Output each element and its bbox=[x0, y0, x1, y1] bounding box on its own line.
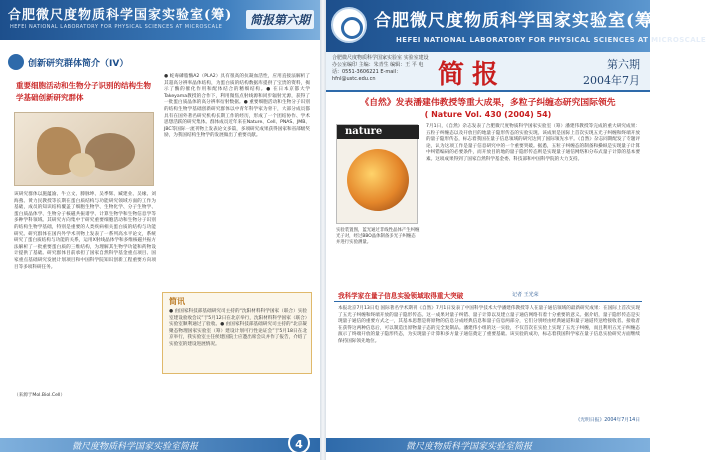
nature-cover-image bbox=[336, 124, 418, 224]
left-band-subtitle: HEFEI NATIONAL LABORATORY FOR PHYSICAL SCIENCES AT MICROSCALE bbox=[10, 24, 223, 30]
masthead-info: 合肥微尺度物质科学国家实验室 实验室建设办公室编印 主编：朱青生 编辑：王 平 电话：0551-3606221 E-mail：hfnl@ustc.edu.cn bbox=[332, 55, 429, 82]
column-heading-icon bbox=[8, 54, 24, 70]
section2-author: 记者 王光荣 bbox=[512, 292, 539, 298]
group-photo bbox=[14, 112, 154, 186]
section2-title: 我科学家在量子信息实验领域取得重大突破 bbox=[338, 292, 464, 300]
cover-art bbox=[347, 149, 409, 211]
column-heading bbox=[8, 52, 158, 74]
masthead-issue: 第六期 bbox=[607, 58, 640, 71]
headline-citation: ( Nature Vol. 430 (2004) 54) bbox=[424, 110, 552, 119]
image-caption: 实验装置图，蓝光通过非线性晶体产生纠缠光子对，经过BBO晶体制备多光子纠缠态并进行实验测量。 bbox=[336, 228, 420, 245]
right-body-a: 7月1日，《自然》杂志发表了合肥微尺度物质科学国家实验室（筹）潘建伟教授等完成的重大研究成果：五粒子纠缠态以及开放目的地量子隐形传态的实验实现。该成果是国际上首次实现五光子纠缠和终端开放的量子隐形传态，标志着我国在量子信息领域的研究达到了国际领先水平。《自然》杂志同期配发了专题评论，认为这项工作是量子信息研究中的一个重要突破。据悉，五粒子纠缠态的制备和操纵是实现量子计算中纠错编码的必要条件，而开放目的地的量子隐形传态则是实现量子通信网络和分布式量子计算的基本要素。这项成果得到了国家自然科学基金委、科技部和中国科学院的大力支持。 bbox=[426, 124, 640, 162]
headline: 《自然》发表潘建伟教授等重大成果，多粒子纠缠态研究国际领先 bbox=[360, 98, 616, 108]
masthead bbox=[326, 52, 650, 92]
left-body-b: ● 蛇毒磷脂酶A2（PLA2）具有很高的抗凝血活性，应用直接法解析了其超高分辨率晶体结构，为蛋白质的结构数据库提供了宝贵的资料，揭示了酶的催化作用和配体结合的精细结构。● 在日本京都大学Takeyama教授的合作下，利用微焦点射线源和同步辐射光源，获得了一批蛋白质晶体的高分辨率衍射数据。● 重要细胞活动和生物分子识别的结构生物学基础创新研究群体以中青年科学家为骨干，大部分成员都具有在国外著名研究机构长期工作的经历，形成了一个团结协作、学术思想活跃的研究集体。群体成员近年来在Nature、Cell、PNAS、JMB、JBC等国际一流刊物上发表论文多篇，多项研究成果获得国家和省部级奖励，为我国结构生物学的发展做出了重要贡献。 bbox=[164, 74, 310, 139]
page-number: 4 bbox=[288, 432, 310, 454]
masthead-date: 2004年7月 bbox=[583, 74, 640, 87]
left-article-title: 重要细胞活动和生物分子识别的结构生物学基础创新研究群体 bbox=[16, 81, 151, 102]
right-page bbox=[326, 0, 706, 460]
left-footer bbox=[0, 430, 320, 460]
left-footer-text: 微尺度物质科学国家实验室简报 bbox=[72, 442, 199, 452]
brief-title: 简讯 bbox=[169, 297, 185, 306]
right-body-b: 本报北京7月13日电 国际著名学术期刊《自然》7月1日发表了中国科学技术大学潘建伟教授等人在量子通信领域的最新研究成果：在国际上首次实现了五光子纠缠和终端开放的量子隐形传态。这一成果对量子纠错、量子计算以及建立量子通信网络有着十分重要的意义。据介绍，量子隐形传态是实现量子通信的重要方式之一，其基本思想是将原物的信息分成经典信息和量子信息两部分，它们分别经由经典通道和量子通道传送给接收者。接收者在获得这两种信息后，可以制造出原物量子态的完全复制品。潘建伟小组的这一实验，不仅首次在实验上实现了五光子纠缠，而且利用五光子纠缠态演示了终端开放的量子隐形传态，为实现量子计算和多方量子通信奠定了重要基础。该实验的成功，标志着我国科学家在量子信息实验研究方面继续保持国际领先地位。 bbox=[338, 306, 640, 344]
brief-text: ● 由国家科技部基础研究司主持的“沈阳材料科学国家（联合）实验室建设验收会议”于5月12日在北京举行，沈阳材料科学国家（联合）实验室顺利通过了验收。● 由国家科技部基础研究司主持的“北京凝聚态物理国家实验室（筹）建设计划可行性论证会”于5月18日在北京举行，我实验室主任侯建国院士应邀出席会议并作了报告，介绍了实验室的建设进展情况。 bbox=[169, 309, 307, 347]
left-ref-note: （来源于Mol.Biol.Cell） bbox=[14, 393, 66, 398]
left-band-title: 合肥微尺度物质科学国家实验室(筹) bbox=[8, 8, 233, 23]
section2-heading bbox=[334, 290, 642, 302]
brief-news-box bbox=[162, 292, 312, 374]
lab-logo-icon bbox=[331, 7, 367, 43]
left-page bbox=[0, 0, 320, 460]
right-band-subtitle: HEFEI NATIONAL LABORATORY FOR PHYSICAL SCIENCES AT MICROSCALE bbox=[396, 36, 706, 44]
cover-word: nature bbox=[345, 126, 383, 137]
left-band-issue: 简报第六期 bbox=[246, 10, 314, 29]
source-note: 《光明日报》2004年7月14日 bbox=[575, 418, 640, 423]
right-band-title: 合肥微尺度物质科学国家实验室(筹) bbox=[374, 11, 663, 31]
right-header-band bbox=[326, 0, 706, 52]
right-footer-text: 微尺度物质科学国家实验室简报 bbox=[406, 442, 533, 452]
right-footer bbox=[326, 430, 650, 460]
left-header-band bbox=[0, 0, 320, 40]
masthead-title: 简报 bbox=[438, 60, 507, 90]
photo-shape bbox=[69, 153, 95, 177]
column-heading-text: 创新研究群体简介（IV） bbox=[28, 59, 129, 69]
left-body-a: 该研究群体以施蕴渝、牛立文、滕脉坤、吴季辉、臧建业、吴缘、刘海燕、黄力民教授等长期在蛋白质结构与功能研究领域方面的工作为基础，成员的知识结构覆盖了细胞生物学、生物化学、分子生物学、蛋白质晶体学、生物分子核磁共振谱学、计算生物学和生物信息学等多种学科领域。其研究方向集中于研究重要细胞活动和生物分子识别的结构生物学基础，特别是重要的人类疾病相关蛋白质的结构与功能研究。研究群体在国内外学术刊物上发表了一系列高水平论文，系统研究了蛋白质结构与功能的关系，运用X射线晶体学和多维核磁共振方法解析了一批重要蛋白质的三维结构，为理解其生物学功能和药物设计提供了基础。研究群体目前承担了国家自然科学基金重点项目、国家重点基础研究发展计划项目和中国科学院知识创新工程重要方向项目等多项科研任务。 bbox=[14, 192, 156, 270]
